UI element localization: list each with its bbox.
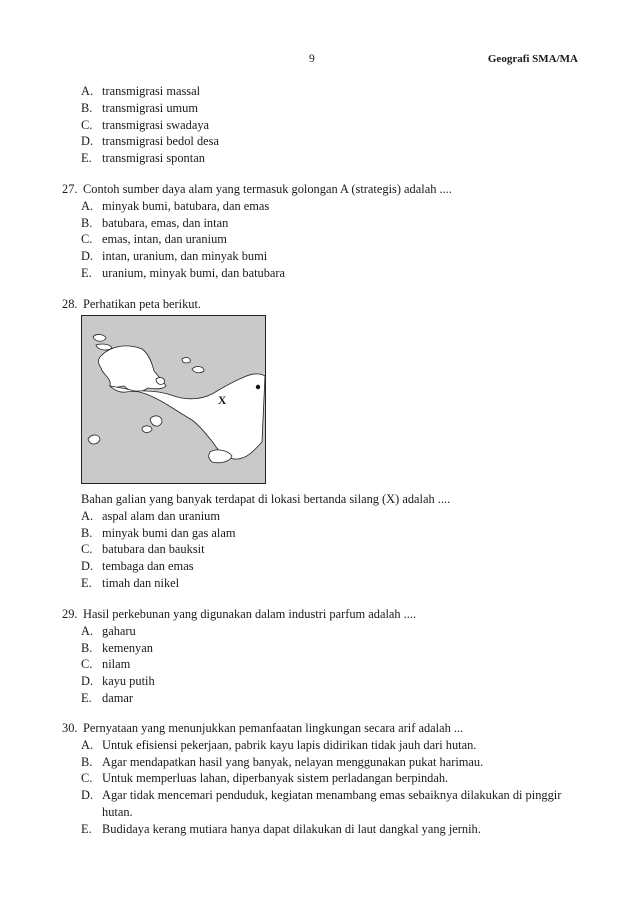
- option-d: D. Agar tidak mencemari penduduk, kegiatan menambang emas sebaiknya dilakukan di pinggir hutan.: [81, 788, 562, 819]
- option-a: A. gaharu: [81, 623, 136, 638]
- page-number: 9: [309, 53, 315, 65]
- option-b: B. minyak bumi dan gas alam: [81, 525, 236, 540]
- option-a: A. transmigrasi massal: [81, 84, 201, 98]
- option-d: D. kayu putih: [81, 674, 155, 689]
- question-27: [62, 181, 592, 282]
- papua-map: [81, 315, 266, 484]
- option-d: D. intan, uranium, dan minyak bumi: [81, 249, 268, 264]
- question-caption: Bahan galian yang banyak terdapat di lokasi bertanda silang (X) adalah ....: [81, 492, 451, 506]
- option-a: A. minyak bumi, batubara, dan emas: [81, 198, 270, 213]
- option-text: transmigrasi massal: [102, 84, 201, 98]
- map-graphic: [82, 316, 265, 483]
- option-e: E. uranium, minyak bumi, dan batubara: [81, 265, 286, 280]
- option-b: B. kemenyan: [81, 640, 153, 655]
- question-30: [62, 720, 592, 838]
- option-c: C. batubara dan bauksit: [81, 542, 205, 557]
- option-e: E. transmigrasi spontan: [81, 151, 205, 166]
- question-28-answers: [62, 491, 592, 592]
- question-text: 27. Contoh sumber daya alam yang termasuk golongan A (strategis) adalah ....: [62, 182, 452, 196]
- question-28: [62, 296, 592, 313]
- option-a: A. Untuk efisiensi pekerjaan, pabrik kayu lapis didirikan tidak jauh dari hutan.: [81, 737, 477, 752]
- map-marker-x: X: [218, 395, 227, 407]
- option-e: E. timah dan nikel: [81, 575, 180, 590]
- option-text: transmigrasi spontan: [102, 151, 205, 166]
- question-text: 30. Pernyataan yang menunjukkan pemanfaatan lingkungan secara arif adalah ...: [62, 721, 464, 735]
- option-b: B. batubara, emas, dan intan: [81, 215, 229, 230]
- option-c: C. emas, intan, dan uranium: [81, 232, 227, 247]
- option-e: E. damar: [81, 690, 133, 705]
- option-c: C. Untuk memperluas lahan, diperbanyak sistem perladangan berpindah.: [81, 771, 449, 786]
- option-d: D. tembaga dan emas: [81, 559, 194, 574]
- question-text: 28. Perhatikan peta berikut.: [62, 297, 202, 311]
- question-29: [62, 606, 592, 707]
- option-d: D. transmigrasi bedol desa: [81, 134, 219, 149]
- option-b: B. Agar mendapatkan hasil yang banyak, nelayan menggunakan pukat harimau.: [81, 754, 484, 769]
- option-e: E. Budidaya kerang mutiara hanya dapat dilakukan di laut dangkal yang jernih.: [81, 821, 481, 836]
- question-26-options: [62, 83, 592, 167]
- option-text: transmigrasi umum: [102, 100, 199, 115]
- option-c: C. nilam: [81, 657, 131, 672]
- option-a: A. aspal alam dan uranium: [81, 508, 221, 523]
- question-text: 29. Hasil perkebunan yang digunakan dalam industri parfum adalah ....: [62, 607, 417, 621]
- option-text: transmigrasi swadaya: [102, 117, 210, 132]
- running-title: Geografi SMA/MA: [487, 53, 578, 65]
- option-text: transmigrasi bedol desa: [102, 134, 219, 149]
- option-c: C. transmigrasi swadaya: [81, 117, 210, 132]
- option-b: B. transmigrasi umum: [81, 100, 199, 115]
